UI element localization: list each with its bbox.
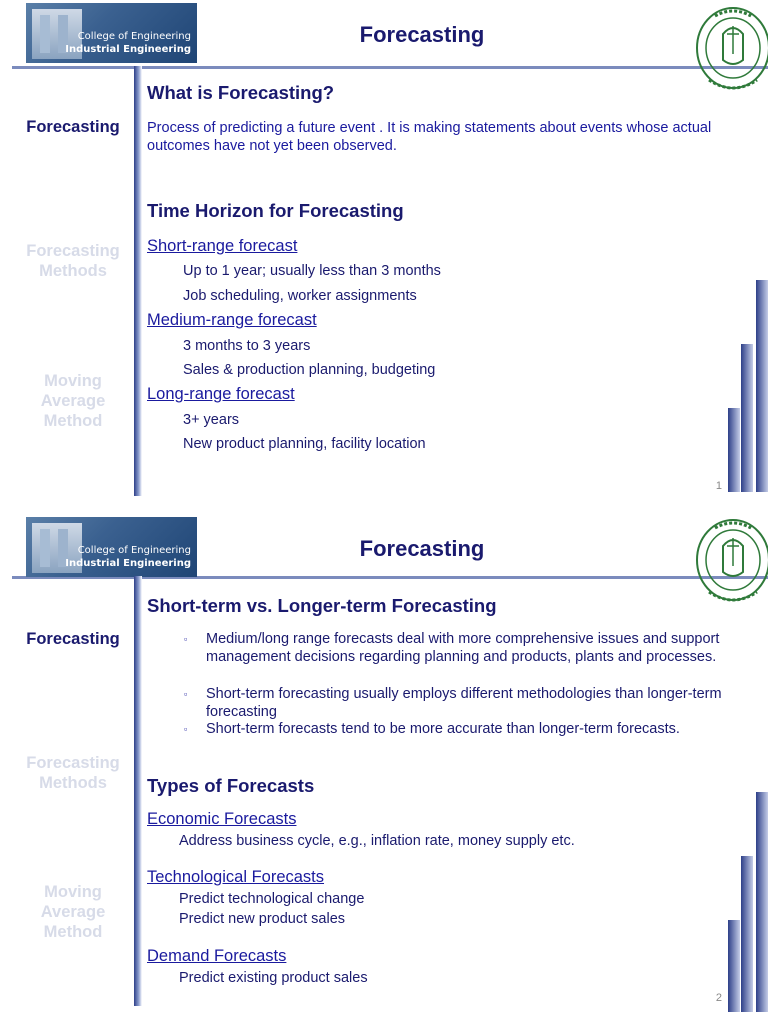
slide-title: Forecasting — [359, 536, 485, 561]
decor-bar — [741, 344, 753, 492]
college-name: College of Engineering — [77, 31, 191, 42]
heading-types-of-forecasts: Types of Forecasts — [147, 775, 315, 796]
heading-time-horizon: Time Horizon for Forecasting — [147, 200, 404, 221]
nav-forecasting-methods[interactable]: Forecasting Methods — [26, 242, 120, 280]
slide-title: Forecasting — [359, 22, 485, 47]
nav-moving-average-method[interactable]: Moving Average Method — [40, 883, 106, 941]
short-range-title: Short-range forecast — [147, 237, 298, 255]
slide-header — [12, 0, 768, 69]
nav-moving-average-method[interactable]: Moving Average Method — [40, 372, 106, 430]
college-name: College of Engineering — [77, 545, 191, 556]
page-number: 1 — [715, 480, 722, 492]
slide-header — [12, 514, 768, 579]
college-logo — [26, 3, 197, 63]
bullet-icon: ▫ — [184, 689, 188, 699]
sidebar-divider — [134, 576, 142, 1006]
decor-bar — [728, 408, 740, 492]
economic-forecasts-title: Economic Forecasts — [147, 810, 297, 828]
heading-short-vs-long: Short-term vs. Longer-term Forecasting — [147, 595, 497, 616]
technological-item: Predict new product sales — [179, 911, 346, 927]
nav-forecasting-methods[interactable]: Forecasting Methods — [26, 754, 120, 792]
medium-range-title: Medium-range forecast — [147, 311, 317, 329]
decor-bar — [741, 856, 753, 1012]
decor-bar — [728, 920, 740, 1012]
page-number: 2 — [715, 992, 722, 1004]
demand-forecasts-title: Demand Forecasts — [147, 947, 287, 965]
bullet-icon: ▫ — [184, 724, 188, 734]
university-seal-icon — [691, 516, 768, 612]
bullet-text: Short-term forecasts tend to be more accurate than longer-term forecasts. — [206, 721, 680, 737]
long-range-item: 3+ years — [183, 412, 240, 428]
decor-bar — [756, 792, 768, 1012]
demand-item: Predict existing product sales — [179, 970, 368, 986]
department-name: Industrial Engineering — [65, 44, 191, 55]
technological-forecasts-title: Technological Forecasts — [147, 868, 325, 886]
definition-text: Process of predicting a future event . It is making statements about events whose actual outcomes have not yet been observed. — [147, 120, 712, 154]
long-range-title: Long-range forecast — [147, 385, 295, 403]
bullet-icon: ▫ — [184, 634, 188, 644]
bullet-text: Medium/long range forecasts deal with more comprehensive issues and support management decisions regarding planning and products, plants and processes. — [206, 631, 720, 665]
short-range-item: Up to 1 year; usually less than 3 months — [183, 263, 441, 279]
nav-forecasting[interactable]: Forecasting — [26, 118, 120, 136]
slide-2 — [0, 512, 768, 1024]
sidebar-divider — [134, 66, 142, 496]
heading-what-is-forecasting: What is Forecasting? — [147, 82, 335, 103]
medium-range-item: 3 months to 3 years — [183, 338, 311, 354]
college-logo — [26, 517, 197, 577]
university-seal-icon — [691, 4, 768, 100]
short-range-item: Job scheduling, worker assignments — [183, 288, 417, 304]
nav-forecasting[interactable]: Forecasting — [26, 630, 120, 648]
department-name: Industrial Engineering — [65, 558, 191, 569]
decor-bar — [756, 280, 768, 492]
long-range-item: New product planning, facility location — [183, 436, 426, 452]
bullet-text: Short-term forecasting usually employs different methodologies than longer-term forecasting — [206, 686, 722, 720]
technological-item: Predict technological change — [179, 891, 365, 907]
medium-range-item: Sales & production planning, budgeting — [183, 362, 436, 378]
economic-item: Address business cycle, e.g., inflation rate, money supply etc. — [179, 833, 575, 849]
